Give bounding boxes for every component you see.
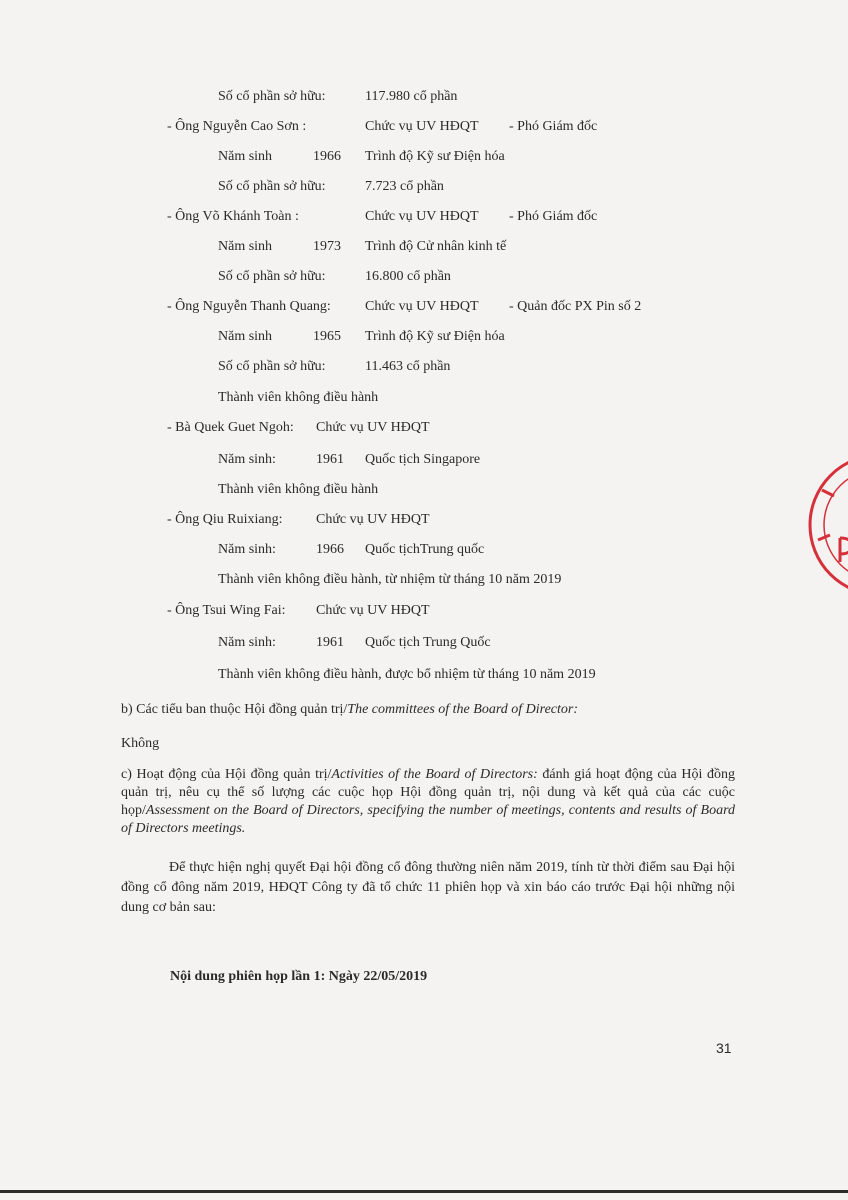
- member-position: Chức vụ UV HĐQT: [316, 603, 430, 618]
- shares-label: Số cổ phần sở hữu:: [218, 359, 326, 374]
- member-position: Chức vụ UV HĐQT: [365, 119, 479, 134]
- member-info: Trình độ Kỹ sư Điện hóa: [365, 329, 505, 344]
- section-c-label-en: Activities of the Board of Directors:: [331, 767, 538, 782]
- member-note: Thành viên không điều hành, từ nhiệm từ tháng 10 năm 2019: [218, 572, 562, 587]
- meeting-heading: Nội dung phiên họp lần 1: Ngày 22/05/2019: [170, 969, 428, 984]
- shares-value: 16.800 cổ phần: [365, 269, 451, 284]
- member-note: Thành viên không điều hành, được bổ nhiệm từ tháng 10 năm 2019: [218, 667, 596, 682]
- birth-year: 1961: [316, 635, 344, 650]
- shares-label: Số cổ phần sở hữu:: [218, 179, 326, 194]
- member-info: Trình độ Cử nhân kinh tế: [365, 239, 507, 254]
- section-c-text: đánh giá hoạt động của Hội đồng quản trị, nêu cụ thể số lượng các cuộc họp Hội đồng quản trị, nội dung và kết quả của các cuộc họp/: [121, 767, 735, 818]
- birth-year: 1966: [316, 542, 344, 557]
- shares-label: Số cổ phần sở hữu:: [218, 89, 326, 104]
- section-c-label: c) Hoạt động của Hội đồng quản trị/: [121, 767, 332, 782]
- birth-label: Năm sinh:: [218, 452, 276, 467]
- birth-year: 1961: [316, 452, 344, 467]
- section-b-heading: [121, 701, 578, 719]
- birth-year: 1966: [313, 149, 341, 164]
- member-info: Quốc tịch Trung Quốc: [365, 635, 491, 650]
- member-role: - Phó Giám đốc: [509, 119, 598, 134]
- bottom-edge-line: [0, 1190, 848, 1193]
- birth-year: 1965: [313, 329, 341, 344]
- member-name: - Ông Nguyễn Cao Sơn :: [167, 119, 307, 134]
- member-role: - Quản đốc PX Pin số 2: [509, 299, 642, 314]
- member-role: - Phó Giám đốc: [509, 209, 598, 224]
- section-c-text-en: Assessment on the Board of Directors, specifying the number of meetings, contents and results of Board of Directors meetings.: [121, 803, 735, 836]
- section-b-answer: Không: [121, 736, 160, 751]
- member-name: - Ông Tsui Wing Fai:: [167, 603, 286, 618]
- shares-value: 11.463 cổ phần: [365, 359, 451, 374]
- section-b-label-en: The committees of the Board of Director:: [347, 702, 578, 717]
- shares-value: 7.723 cổ phần: [365, 179, 444, 194]
- member-note: Thành viên không điều hành: [218, 482, 379, 497]
- shares-label: Số cổ phần sở hữu:: [218, 269, 326, 284]
- birth-year: 1973: [313, 239, 341, 254]
- shares-value: 117.980 cổ phần: [365, 89, 458, 104]
- member-name: - Ông Qiu Ruixiang:: [167, 512, 283, 527]
- member-position: Chức vụ UV HĐQT: [365, 299, 479, 314]
- member-info: Trình độ Kỹ sư Điện hóa: [365, 149, 505, 164]
- member-info: Quốc tịchTrung quốc: [365, 542, 485, 557]
- member-name: - Ông Nguyễn Thanh Quang:: [167, 299, 331, 314]
- section-b-label: b) Các tiểu ban thuộc Hội đồng quản trị/: [121, 702, 348, 717]
- member-position: Chức vụ UV HĐQT: [316, 512, 430, 527]
- birth-label: Năm sinh: [218, 149, 273, 164]
- member-info: Quốc tịch Singapore: [365, 452, 481, 467]
- member-position: Chức vụ UV HĐQT: [316, 420, 430, 435]
- birth-label: Năm sinh: [218, 329, 273, 344]
- member-name: - Ông Võ Khánh Toàn :: [167, 209, 299, 224]
- page-number: 31: [716, 1040, 732, 1056]
- company-seal-icon: [800, 450, 848, 600]
- birth-label: Năm sinh:: [218, 635, 276, 650]
- section-c-paragraph: [121, 766, 735, 838]
- member-note: Thành viên không điều hành: [218, 390, 379, 405]
- birth-label: Năm sinh:: [218, 542, 276, 557]
- birth-label: Năm sinh: [218, 239, 273, 254]
- member-name: - Bà Quek Guet Ngoh:: [167, 420, 294, 435]
- body-paragraph: Để thực hiện nghị quyết Đại hội đồng cổ đông thường niên năm 2019, tính từ thời điểm sau Đại hội đồng cổ đông năm 2019, HĐQT Công ty đã tổ chức 11 phiên họp và xin báo cáo trước Đại hội những nội dung cơ bản sau:: [121, 860, 735, 915]
- member-position: Chức vụ UV HĐQT: [365, 209, 479, 224]
